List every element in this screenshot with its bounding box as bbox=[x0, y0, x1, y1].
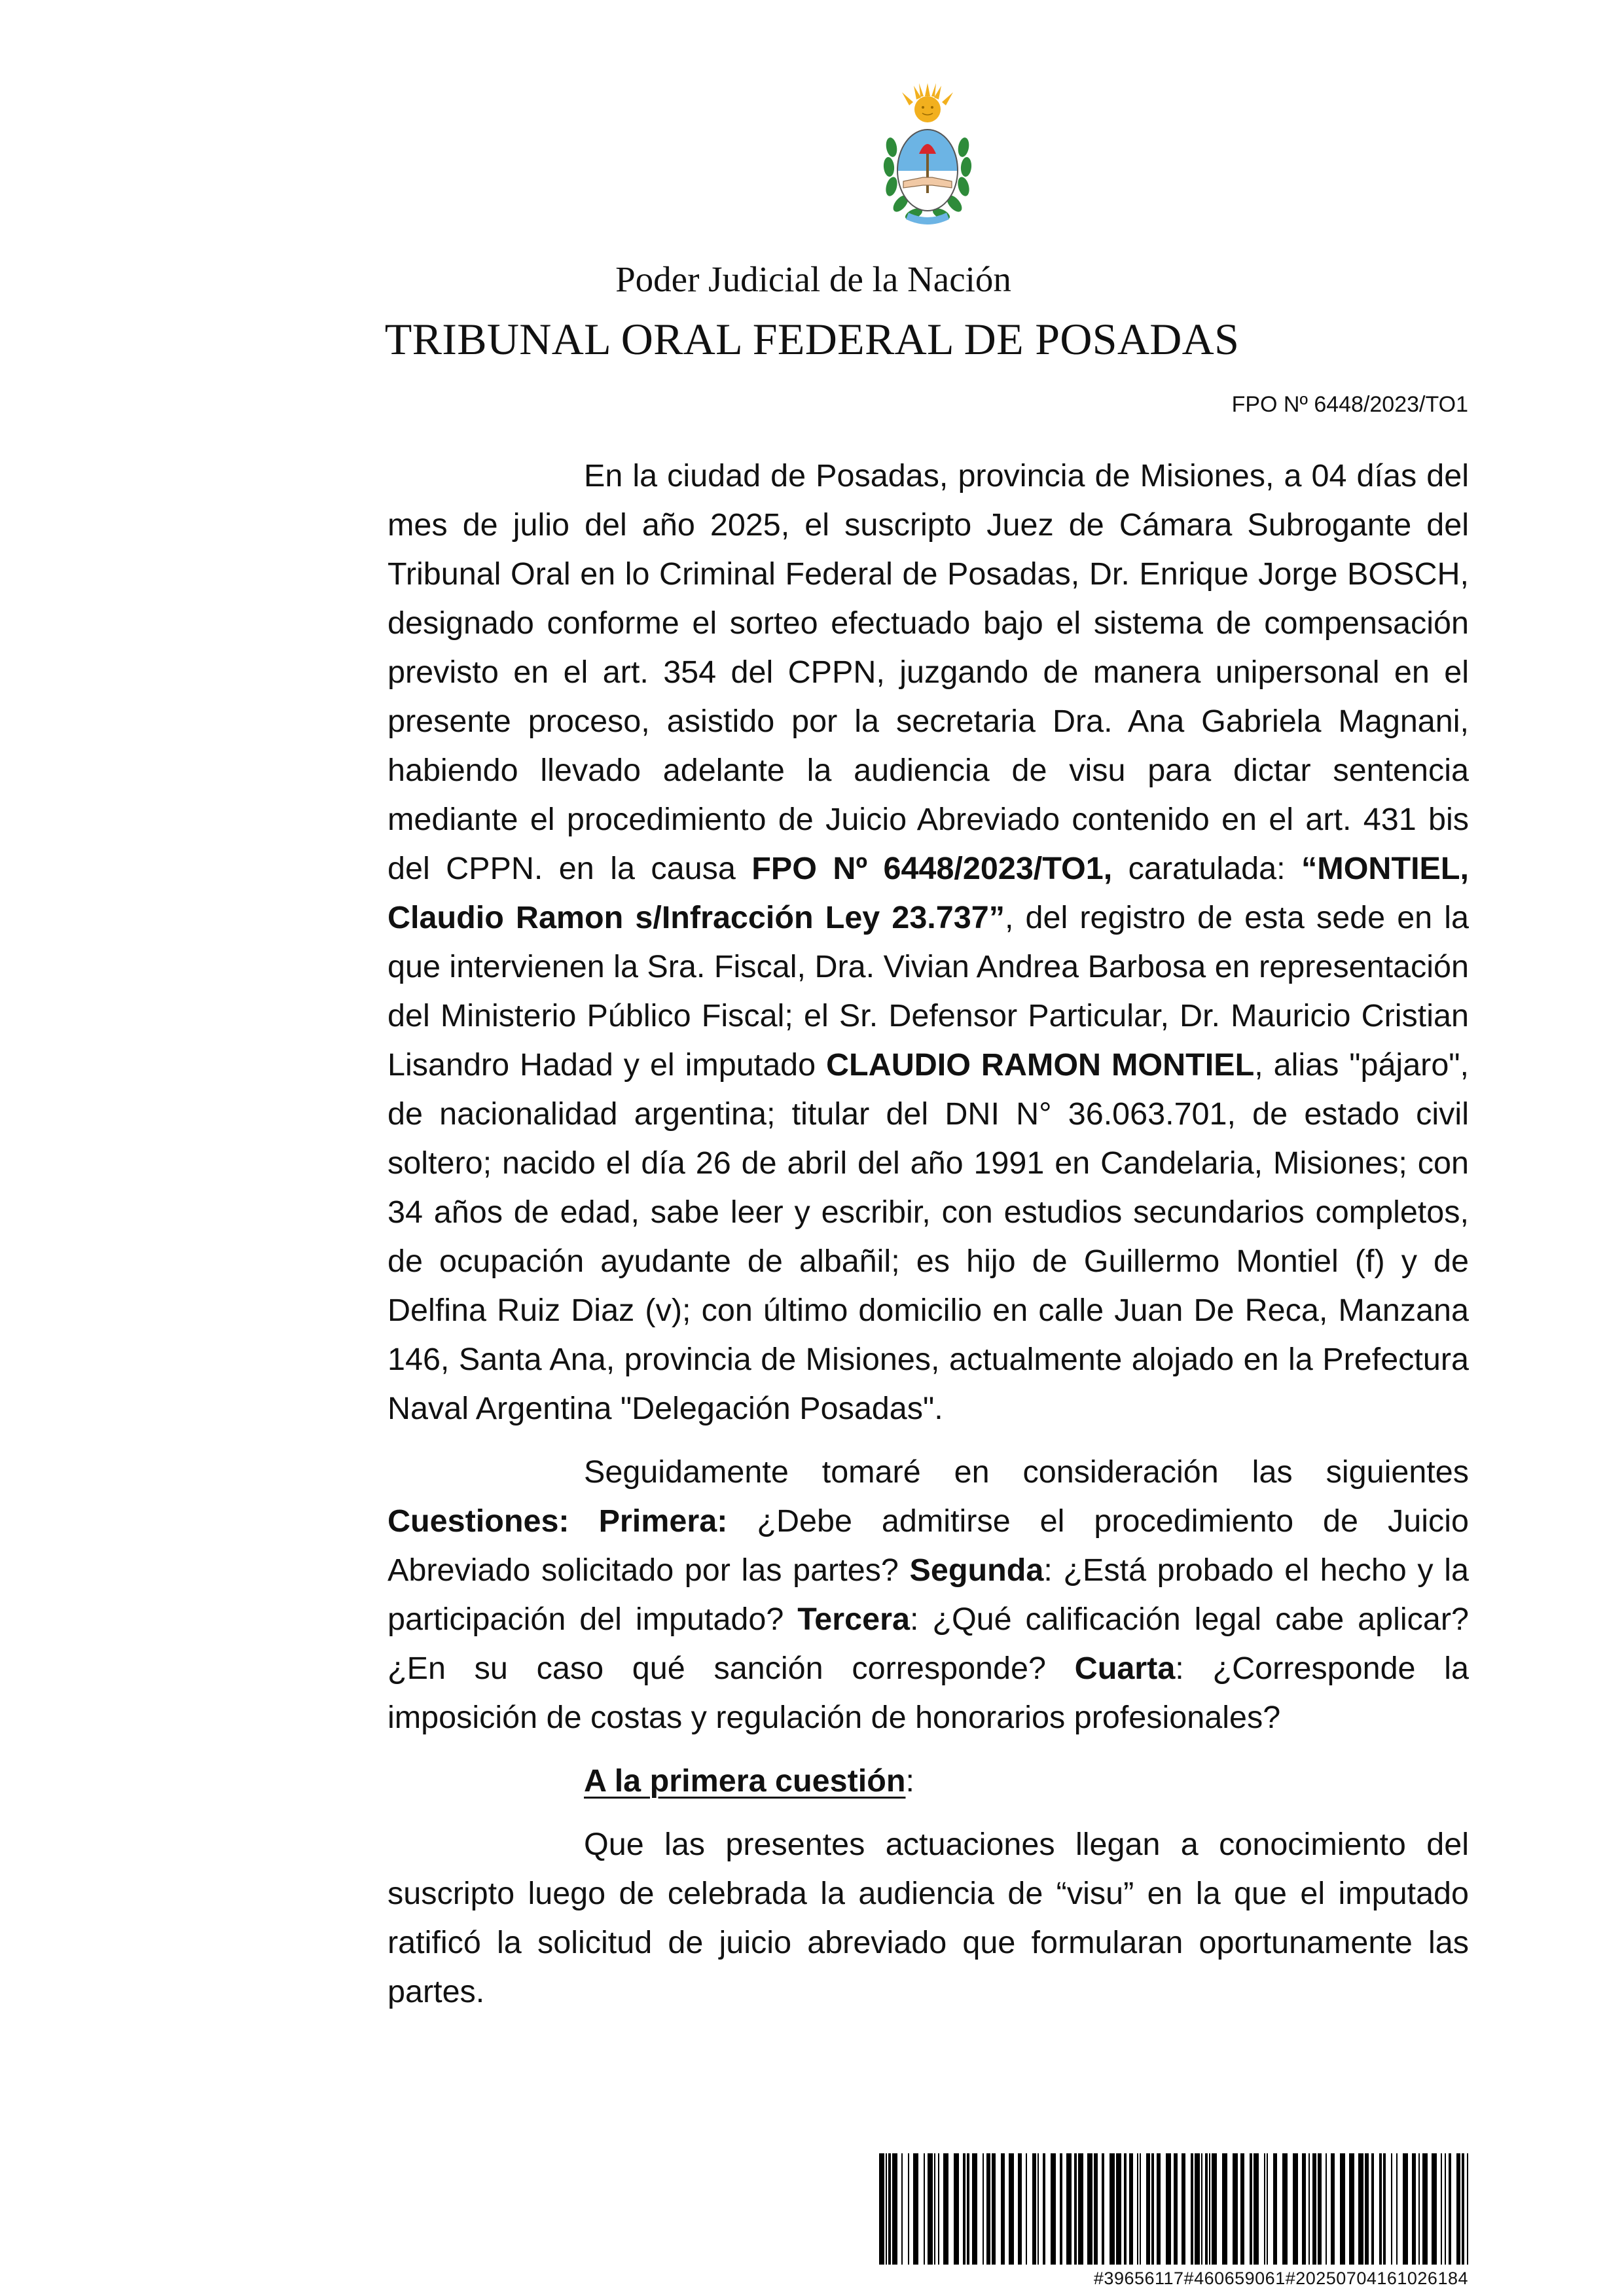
first-question-heading: A la primera cuestión bbox=[584, 1763, 906, 1799]
barcode-bar bbox=[888, 2153, 891, 2265]
barcode-bar bbox=[1302, 2153, 1306, 2265]
paragraph-first-question: Que las presentes actuaciones llegan a conocimiento del suscripto luego de celebrada la audiencia de “visu” en la que el imputado ratificó la solicitud de juicio abreviado que formularan oportunamente las partes. bbox=[388, 1827, 1469, 2009]
barcode-bar bbox=[1358, 2153, 1363, 2265]
case-title: “MONTIEL, Claudio Ramon s/Infracción Ley 23.737” bbox=[388, 851, 1469, 935]
barcode-bar bbox=[1038, 2153, 1039, 2265]
barcode-bar bbox=[1060, 2153, 1062, 2265]
barcode-bar bbox=[1312, 2153, 1316, 2265]
barcode-bar bbox=[1209, 2153, 1210, 2265]
case-reference: FPO Nº 6448/2023/TO1 bbox=[1231, 392, 1468, 417]
barcode-bar bbox=[1026, 2153, 1027, 2265]
barcode-bar bbox=[1051, 2153, 1056, 2265]
barcode-bar bbox=[1449, 2153, 1451, 2265]
barcode-bar bbox=[1391, 2153, 1392, 2265]
barcode-bar bbox=[1166, 2153, 1171, 2265]
barcode-bar bbox=[1195, 2153, 1200, 2265]
barcode-bar bbox=[1396, 2153, 1398, 2265]
barcode-bar bbox=[1403, 2153, 1408, 2265]
barcode-bar bbox=[986, 2153, 990, 2265]
barcode-bar bbox=[892, 2153, 897, 2265]
barcode-bar bbox=[1191, 2153, 1193, 2265]
barcode-bar bbox=[1349, 2153, 1354, 2265]
barcode-bar bbox=[908, 2153, 909, 2265]
barcode-bar bbox=[924, 2153, 925, 2265]
sun bbox=[914, 96, 941, 122]
barcode-text: #39656117#460659061#20250704161026184 bbox=[1093, 2269, 1468, 2288]
barcode-bar bbox=[1365, 2153, 1369, 2265]
barcode-bar bbox=[1445, 2153, 1446, 2265]
barcode-bar bbox=[1140, 2153, 1141, 2265]
barcode-bar bbox=[954, 2153, 959, 2265]
barcode-bar bbox=[1222, 2153, 1227, 2265]
barcode-bar bbox=[1456, 2153, 1460, 2265]
fourth-question-label: Cuarta bbox=[1074, 1651, 1176, 1686]
barcode-bar bbox=[1340, 2153, 1345, 2265]
barcode-bar bbox=[1116, 2153, 1121, 2265]
barcode-bar bbox=[1383, 2153, 1386, 2265]
footer-barcode-block bbox=[879, 2153, 1468, 2289]
barcode-bar bbox=[963, 2153, 965, 2265]
barcode-bar bbox=[1094, 2153, 1098, 2265]
tribunal-heading: TRIBUNAL ORAL FEDERAL DE POSADAS bbox=[384, 314, 1240, 364]
national-coat-of-arms-icon bbox=[876, 82, 979, 232]
barcode-bar bbox=[1124, 2153, 1127, 2265]
barcode-bar bbox=[1264, 2153, 1265, 2265]
barcode-bar bbox=[1308, 2153, 1310, 2265]
case-number: FPO Nº 6448/2023/TO1, bbox=[751, 851, 1113, 886]
barcode-bar bbox=[1043, 2153, 1045, 2265]
barcode-bar bbox=[928, 2153, 933, 2265]
barcode-bar bbox=[1422, 2153, 1428, 2265]
barcode-bar bbox=[1087, 2153, 1092, 2265]
barcode-bar bbox=[992, 2153, 996, 2265]
barcode-bar bbox=[1467, 2153, 1468, 2265]
barcode-bar bbox=[1151, 2153, 1154, 2265]
barcode-bar bbox=[1182, 2153, 1185, 2265]
barcode-bar bbox=[943, 2153, 948, 2265]
barcode-bar bbox=[901, 2153, 903, 2265]
barcode-bar bbox=[1078, 2153, 1083, 2265]
barcode-bar bbox=[1157, 2153, 1161, 2265]
barcode-bar bbox=[1110, 2153, 1115, 2265]
barcode-bar bbox=[1201, 2153, 1202, 2265]
barcode-bar bbox=[1282, 2153, 1288, 2265]
institution-heading: Poder Judicial de la Nación bbox=[615, 259, 1011, 299]
barcode-bar bbox=[1009, 2153, 1014, 2265]
barcode-bar bbox=[1273, 2153, 1277, 2265]
barcode-bar bbox=[1462, 2153, 1464, 2265]
barcode-bar bbox=[1146, 2153, 1150, 2265]
barcode-bar bbox=[1032, 2153, 1036, 2265]
barcode-bar bbox=[886, 2153, 887, 2265]
section-heading: A la primera cuestión: bbox=[584, 1763, 914, 1799]
document-body bbox=[388, 452, 1469, 2031]
barcode-bar bbox=[1318, 2153, 1322, 2265]
barcode-icon bbox=[879, 2153, 1468, 2265]
barcode-bar bbox=[1371, 2153, 1374, 2265]
second-question-label: Segunda bbox=[909, 1552, 1044, 1588]
paragraph-questions: Seguidamente tomaré en consideración las siguientes Cuestiones: Primera: ¿Debe admitirse el procedimiento de Juicio Abreviado solicitado por las partes? Segunda: ¿Está probado el hecho y la participación del imputado? Tercera: ¿Qué calificación legal cabe aplicar? ¿En su caso qué sanción corresponde? Cuarta: ¿Corresponde la imposición de costas y regulación de honorarios profesionales? bbox=[388, 1454, 1469, 1735]
barcode-bar bbox=[1129, 2153, 1133, 2265]
barcode-bar bbox=[1137, 2153, 1138, 2265]
barcode-bar bbox=[1254, 2153, 1259, 2265]
barcode-bar bbox=[1001, 2153, 1005, 2265]
barcode-bar bbox=[913, 2153, 918, 2265]
barcode-bar bbox=[1102, 2153, 1104, 2265]
barcode-bar bbox=[1205, 2153, 1208, 2265]
third-question-label: Tercera bbox=[797, 1602, 910, 1637]
defendant-name: CLAUDIO RAMON MONTIEL bbox=[826, 1047, 1255, 1083]
barcode-bar bbox=[934, 2153, 935, 2265]
barcode-bar bbox=[983, 2153, 984, 2265]
barcode-bar bbox=[1267, 2153, 1268, 2265]
questions-label: Cuestiones: Primera: bbox=[388, 1503, 728, 1539]
barcode-bar bbox=[1441, 2153, 1442, 2265]
barcode-bar bbox=[938, 2153, 939, 2265]
paragraph-intro: En la ciudad de Posadas, provincia de Misiones, a 04 días del mes de julio del año 2025, el suscripto Juez de Cámara Subrogante del Tribunal Oral en lo Criminal Federal de Posadas, Dr. Enrique Jorge BOSCH, designado conforme el sorteo efectuado bajo el sistema de compensación previsto en el art. 354 del CPPN, juzgando de manera unipersonal en el presente proceso, asistido por la secretaria Dra. Ana Gabriela Magnani, habiendo llevado adelante la audiencia de visu para dictar sentencia mediante el procedimiento de Juicio Abreviado contenido en el art. 431 bis del CPPN. en la causa FPO Nº 6448/2023/TO1, caratulada: “MONTIEL, Claudio Ramon s/Infracción Ley 23.737”, del registro de esta sede en la que intervienen la Sra. Fiscal, Dra. Vivian Andrea Barbosa en representación del Ministerio Público Fiscal; el Sr. Defensor Particular, Dr. Mauricio Cristian Lisandro Hadad y el imputado CLAUDIO RAMON MONTIEL, alias "pájaro", de nacionalidad argentina; titular del DNI N° 36.063.701, de estado civil soltero; nacido el día 26 de abril del año 1991 en Candelaria, Misiones; con 34 años de edad, sabe leer y escribir, con estudios secundarios completos, de ocupación ayudante de albañil; es hijo de Guillermo Montiel (f) y de Delfina Ruiz Diaz (v); con último domicilio en calle Juan De Reca, Manzana 146, Santa Ana, provincia de Misiones, actualmente alojado en la Prefectura Naval Argentina "Delegación Posadas". bbox=[388, 458, 1469, 1426]
barcode-bar bbox=[967, 2153, 969, 2265]
barcode-bar bbox=[1233, 2153, 1238, 2265]
barcode-bar bbox=[1379, 2153, 1382, 2265]
barcode-bar bbox=[1212, 2153, 1217, 2265]
barcode-bar bbox=[972, 2153, 977, 2265]
barcode-bar bbox=[1418, 2153, 1420, 2265]
barcode-bar bbox=[879, 2153, 884, 2265]
barcode-bar bbox=[1250, 2153, 1252, 2265]
barcode-bar bbox=[1326, 2153, 1327, 2265]
barcode-bar bbox=[1240, 2153, 1244, 2265]
barcode-bar bbox=[1074, 2153, 1077, 2265]
barcode-bar bbox=[1018, 2153, 1022, 2265]
barcode-bar bbox=[1432, 2153, 1437, 2265]
barcode-bar bbox=[1331, 2153, 1335, 2265]
barcode-bar bbox=[1066, 2153, 1072, 2265]
barcode-bar bbox=[1174, 2153, 1178, 2265]
barcode-bar bbox=[1412, 2153, 1416, 2265]
barcode-bar bbox=[1293, 2153, 1298, 2265]
